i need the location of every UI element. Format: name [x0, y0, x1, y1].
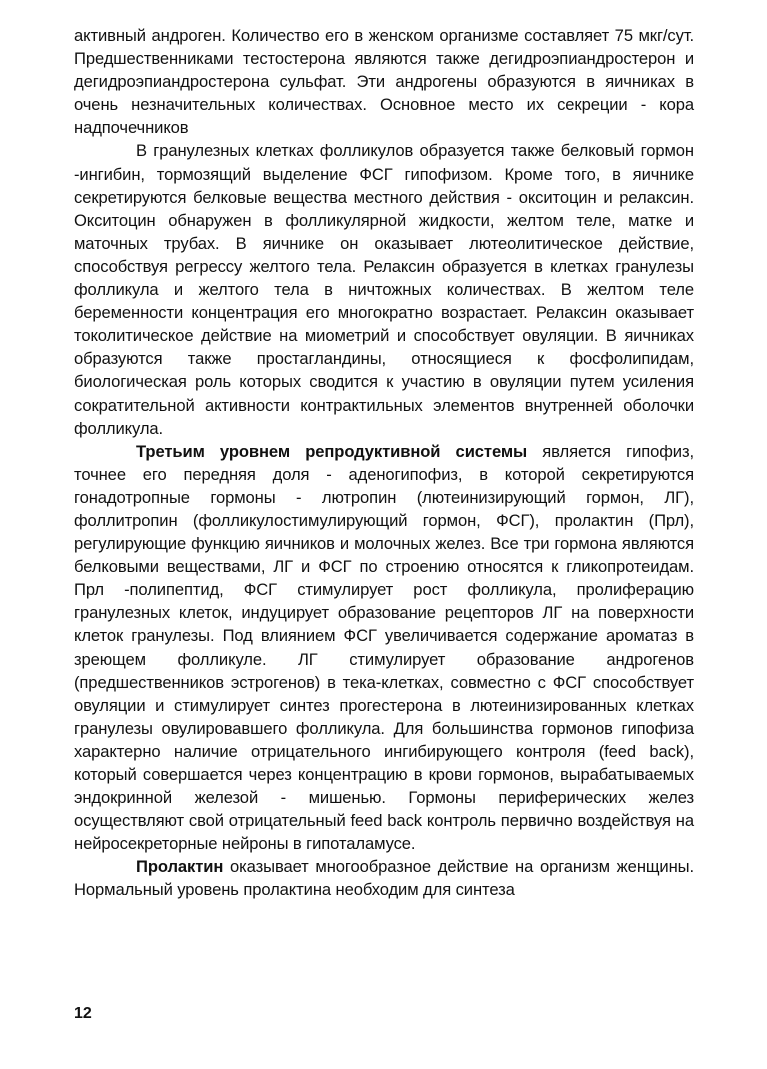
paragraph-lead-bold: Пролактин: [136, 857, 224, 877]
paragraph-lead-bold: Третьим уровнем репродуктивной системы: [136, 441, 528, 461]
page-body: [74, 24, 694, 902]
paragraph-granulosa-cells: [74, 139, 694, 439]
paragraph-text: активный андроген. Количество его в женском организме составляет 75 мкг/сут. Предшественниками тестостерона являются также дегидроэпиандростерон и дегидроэпиандростерона сульфат. Эти андрогены образуются в яичниках в очень незначительных количествах. Основное место их секреции - кора надпочечников: [74, 26, 694, 138]
paragraph-androgens-continuation: [74, 24, 694, 139]
paragraph-text: В гранулезных клетках фолликулов образуется также белковый гормон -ингибин, тормозящий выделение ФСГ гипофизом. Кроме того, в яичнике секретируются белковые вещества местного действия - окситоцин и релаксин. Окситоцин обнаружен в фолликулярной жидкости, желтом теле, матке и маточных трубах. В яичнике он оказывает лютеолитическое действие, способствуя регрессу желтого тела. Релаксин образуется в клетках гранулезы фолликула и желтого тела в ничтожных количествах. В желтом теле беременности концентрация его многократно возрастает. Релаксин оказывает токолитическое действие на миометрий и способствует овуляции. В яичниках образуются также простагландины, относящиеся к фосфолипидам, биологическая роль которых сводится к участию в овуляции путем усиления сократительной активности контрактильных элементов внутренней оболочки фолликула.: [74, 141, 694, 438]
paragraph-prolactin: [74, 855, 694, 901]
paragraph-text: оказывает многообразное действие на организм женщины. Нормальный уровень пролактина необходим для синтеза: [74, 857, 694, 900]
page-number: 12: [74, 1005, 92, 1022]
paragraph-text: является гипофиз, точнее его передняя доля - аденогипофиз, в которой секретируются гонадотропные гормоны - лютропин (лютеинизирующий гормон, ЛГ), фоллитропин (фолликулостимулирующий гормон, ФСГ), пролактин (Прл), регулирующие функцию яичников и молочных желез. Все три гормона являются белковыми веществами, ЛГ и ФСГ по строению относятся к гликопротеидам. Прл -полипептид, ФСГ стимулирует рост фолликула, пролиферацию гранулезных клеток, индуцирует образование рецепторов ЛГ на поверхности клеток гранулезы. Под влиянием ФСГ увеличивается содержание ароматаз в зреющем фолликуле. ЛГ стимулирует образование андрогенов (предшественников эстрогенов) в тека-клетках, совместно с ФСГ способствует овуляции и стимулирует синтез прогестерона в лютеинизированных клетках гранулезы овулировавшего фолликула. Для большинства гормонов гипофиза характерно наличие отрицательного ингибирующего контроля (feed back), который совершается через концентрацию в крови гормонов, вырабатываемых эндокринной железой - мишенью. Гормоны периферических желез осуществляют свой отрицательный feed back контроль первично воздействуя на нейросекреторные нейроны в гипоталамусе.: [74, 441, 694, 854]
paragraph-pituitary-level: [74, 440, 694, 856]
